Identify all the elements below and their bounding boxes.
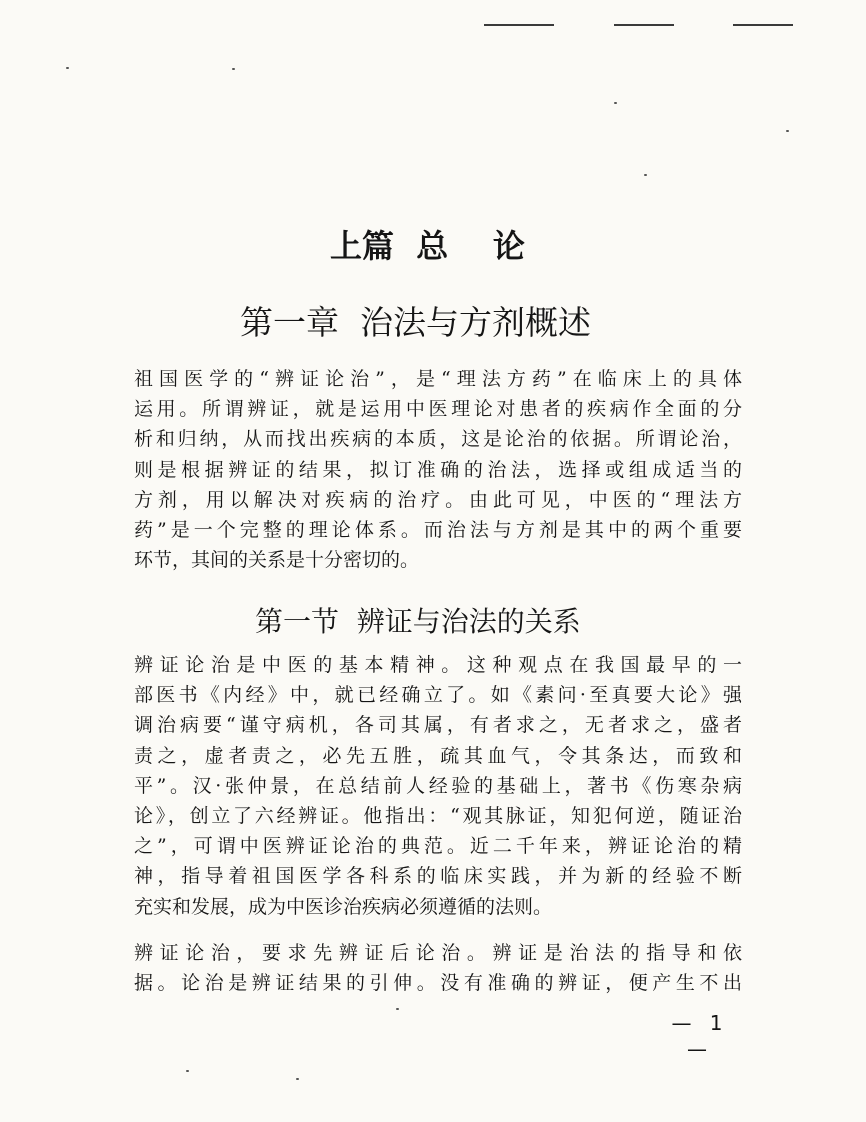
scan-speck bbox=[614, 102, 617, 104]
paragraph-section-1 bbox=[134, 650, 742, 922]
text-line: 环节，其间的关系是十分密切的。 bbox=[134, 549, 420, 572]
scan-speck bbox=[232, 68, 235, 70]
text-line: 析和归纳，从而找出疾病的本质，这是论治的依据。所谓论治， bbox=[134, 428, 742, 451]
page-number: — 1 — bbox=[671, 1011, 729, 1061]
scan-speck bbox=[644, 174, 647, 176]
text-line: 药”是一个完整的理论体系。而治法与方剂是其中的两个重要 bbox=[134, 518, 742, 541]
scan-speck bbox=[66, 67, 69, 69]
text-line: 则是根据辨证的结果，拟订准确的治法，选择或组成适当的 bbox=[134, 458, 742, 481]
text-line: 辨证论治是中医的基本精神。这种观点在我国最早的一 bbox=[134, 654, 742, 676]
text-line: 运用。所谓辨证，就是运用中医理论对患者的疾病作全面的分 bbox=[134, 398, 742, 421]
scan-rule bbox=[733, 24, 793, 26]
text-line: 论》，创立了六经辨证。他指出：“观其脉证，知犯何逆，随证治 bbox=[134, 804, 742, 827]
text-line: 方剂，用以解决对疾病的治疗。由此可见，中医的“理法方 bbox=[134, 488, 742, 511]
text-line: 调治病要“谨守病机，各司其属，有者求之，无者求之，盛者 bbox=[134, 714, 742, 737]
scan-speck bbox=[186, 1070, 189, 1072]
scan-rule bbox=[484, 24, 554, 26]
chapter-title: 第一章 治法与方剂概述 bbox=[240, 303, 591, 342]
paragraph-intro bbox=[134, 364, 742, 575]
text-line: 神，指导着祖国医学各科系的临床实践，并为新的经验不断 bbox=[134, 865, 742, 888]
scan-speck bbox=[786, 130, 789, 132]
text-line: 据。论治是辨证结果的引伸。没有准确的辨证，便产生不出 bbox=[134, 972, 742, 995]
scan-rule bbox=[614, 24, 674, 26]
scan-speck bbox=[396, 1008, 399, 1010]
text-line: 平”。汉·张仲景，在总结前人经验的基础上，著书《伤寒杂病 bbox=[134, 774, 742, 797]
text-line: 部医书《内经》中，就已经确立了。如《素问·至真要大论》强 bbox=[134, 684, 742, 707]
part-title: 上篇 总 论 bbox=[330, 227, 525, 265]
text-line: 辨证论治，要求先辨证后论治。辨证是治法的指导和依 bbox=[134, 942, 742, 964]
scan-speck bbox=[296, 1078, 299, 1080]
section-title: 第一节 辨证与治法的关系 bbox=[255, 605, 581, 638]
paragraph-section-2 bbox=[134, 938, 742, 998]
text-line: 之”，可谓中医辨证论治的典范。近二千年来，辨证论治的精 bbox=[134, 835, 742, 858]
text-line: 充实和发展，成为中医诊治疾病必须遵循的法则。 bbox=[134, 895, 553, 918]
text-line: 祖国医学的“辨证论治”，是“理法方药”在临床上的具体 bbox=[134, 368, 742, 390]
text-line: 责之，虚者责之，必先五胜，疏其血气，令其条达，而致和 bbox=[134, 744, 742, 767]
